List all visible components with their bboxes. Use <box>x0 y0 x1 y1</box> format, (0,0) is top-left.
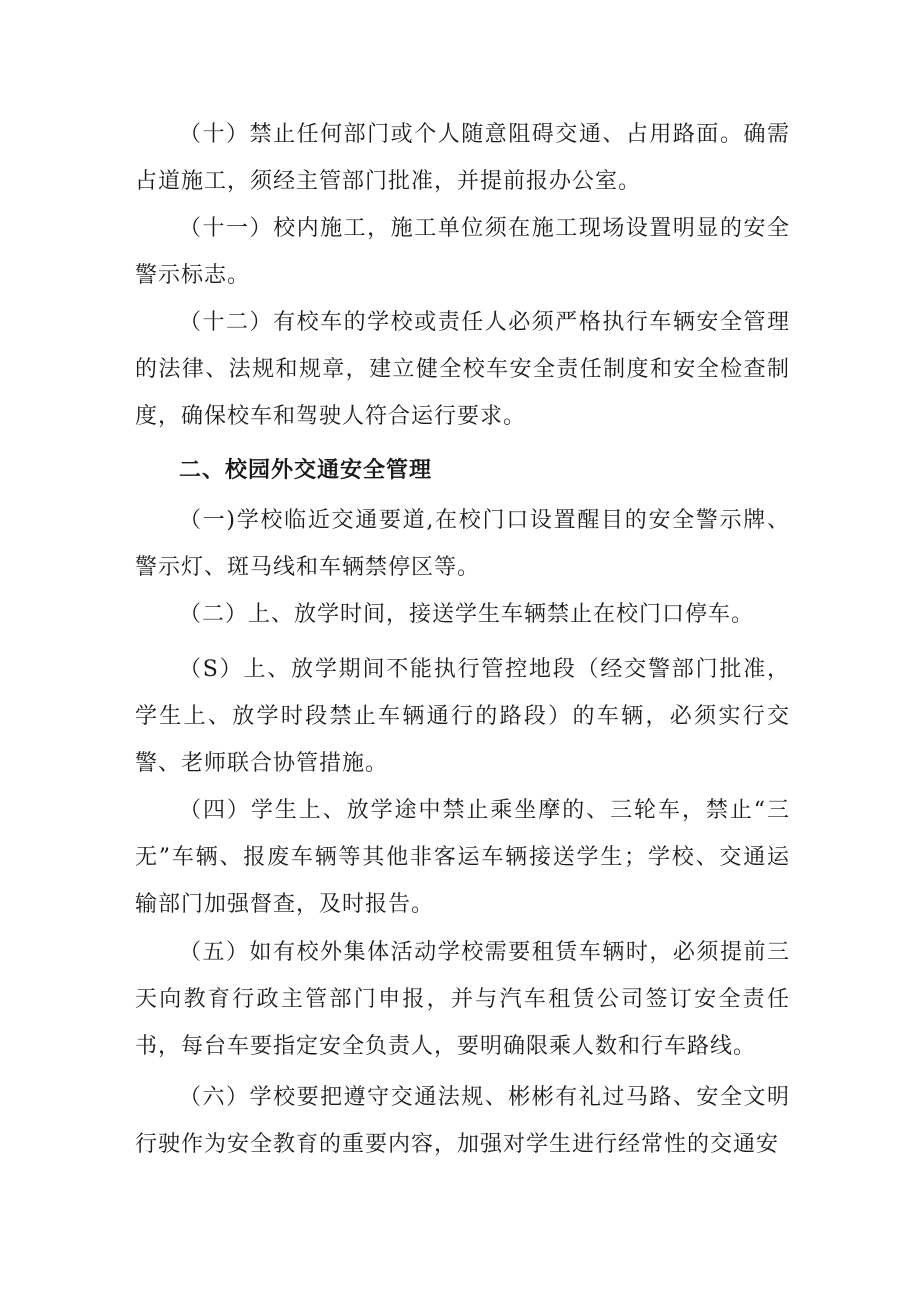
paragraph-item-2: （二）上、放学时间，接送学生车辆禁止在校门口停车。 <box>179 602 755 627</box>
paragraph-item-3: （S）上、放学期间不能执行管控地段（经交警部门批准，学生上、放学时段禁止车辆通行的路段）的车辆，必须实行交警、老师联合协管措施。 <box>135 657 790 776</box>
paragraph-item-4: （四）学生上、放学途中禁止乘坐摩的、三轮车，禁止“三无”车辆、报废车辆等其他非客运车辆接送学生；学校、交通运输部门加强督查，及时报告。 <box>135 798 790 917</box>
section-heading: 二、校园外交通安全管理 <box>179 458 433 483</box>
paragraph-item-1: （一)学校临近交通要道,在校门口设置醒目的安全警示牌、警示灯、斑马线和车辆禁停区等。 <box>135 508 790 580</box>
paragraph-item-10: （十）禁止任何部门或个人随意阻碍交通、占用路面。确需占道施工，须经主管部门批准，并提前报办公室。 <box>135 122 790 194</box>
paragraph-item-11: （十一）校内施工，施工单位须在施工现场设置明显的安全警示标志。 <box>135 216 790 288</box>
paragraph-item-12: （十二）有校车的学校或责任人必须严格执行车辆安全管理的法律、法规和规章，建立健全校车安全责任制度和安全检查制度，确保校车和驾驶人符合运行要求。 <box>135 310 790 429</box>
paragraph-item-6: （六）学校要把遵守交通法规、彬彬有礼过马路、安全文明行驶作为安全教育的重要内容，加强对学生进行经常性的交通安 <box>135 1085 790 1157</box>
paragraph-item-5: （五）如有校外集体活动学校需要租赁车辆时，必须提前三天向教育行政主管部门申报，并与汽车租赁公司签订安全责任书，每台车要指定安全负责人，要明确限乘人数和行车路线。 <box>135 940 790 1059</box>
